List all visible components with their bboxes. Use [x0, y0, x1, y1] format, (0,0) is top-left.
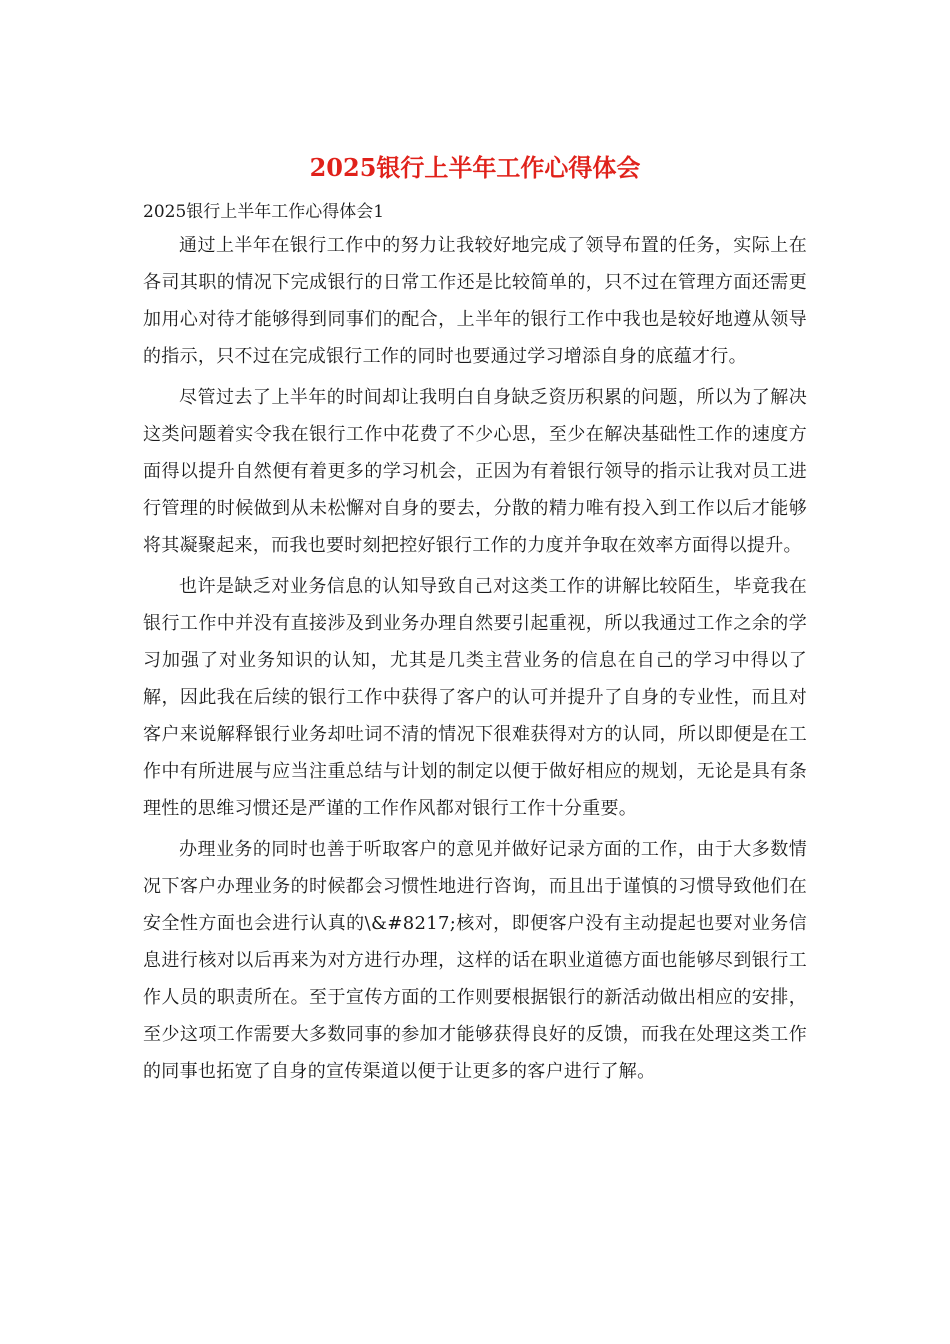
paragraph-1: 通过上半年在银行工作中的努力让我较好地完成了领导布置的任务，实际上在各司其职的情况下完成银行的日常工作还是比较简单的，只不过在管理方面还需更加用心对待才能够得到同事们的配合，上半年的银行工作中我也是较好地遵从领导的指示，只不过在完成银行工作的同时也要通过学习增添自身的底蕴才行。: [143, 235, 807, 367]
paragraph-3: 也许是缺乏对业务信息的认知导致自己对这类工作的讲解比较陌生，毕竟我在银行工作中并没有直接涉及到业务办理自然要引起重视，所以我通过工作之余的学习加强了对业务知识的认知，尤其是几类主营业务的信息在自己的学习中得以了解，因此我在后续的银行工作中获得了客户的认可并提升了自身的专业性，而且对客户来说解释银行业务却吐词不清的情况下很难获得对方的认同，所以即便是在工作中有所进展与应当注重总结与计划的制定以便于做好相应的规划，无论是具有条理性的思维习惯还是严谨的工作作风都对银行工作十分重要。: [143, 576, 807, 819]
section-heading: 2025银行上半年工作心得体会1: [143, 202, 385, 222]
document-title: 2025银行上半年工作心得体会: [309, 153, 641, 182]
paragraph-4: 办理业务的同时也善于听取客户的意见并做好记录方面的工作，由于大多数情况下客户办理业务的时候都会习惯性地进行咨询，而且出于谨慎的习惯导致他们在安全性方面也会进行认真的\&#8217;核对，即便客户没有主动提起也要对业务信息进行核对以后再来为对方进行办理，这样的话在职业道德方面也能够尽到银行工作人员的职责所在。至于宣传方面的工作则要根据银行的新活动做出相应的安排，至少这项工作需要大多数同事的参加才能够获得良好的反馈，而我在处理这类工作的同事也拓宽了自身的宣传渠道以便于让更多的客户进行了解。: [143, 839, 807, 1082]
document-body: [143, 227, 807, 1094]
paragraph-2: 尽管过去了上半年的时间却让我明白自身缺乏资历积累的问题，所以为了解决这类问题着实令我在银行工作中花费了不少心思，至少在解决基础性工作的速度方面得以提升自然便有着更多的学习机会，正因为有着银行领导的指示让我对员工进行管理的时候做到从未松懈对自身的要去，分散的精力唯有投入到工作以后才能够将其凝聚起来，而我也要时刻把控好银行工作的力度并争取在效率方面得以提升。: [143, 387, 807, 556]
